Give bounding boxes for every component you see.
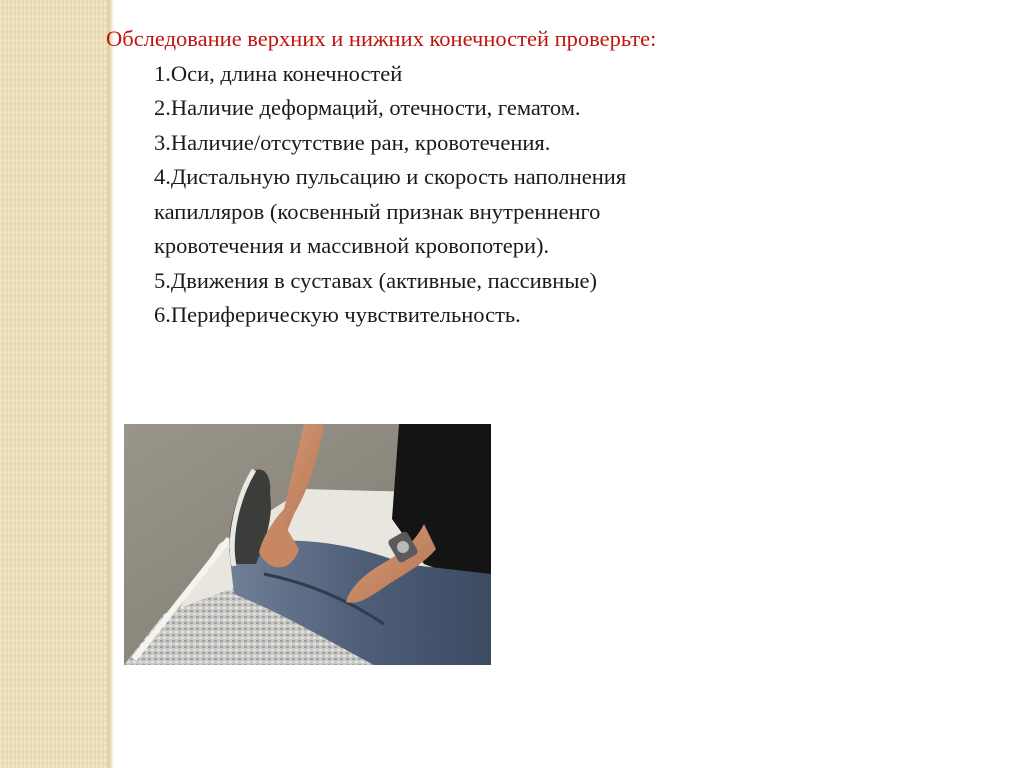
checklist-item-3: 3.Наличие/отсутствие ран, кровотечения. xyxy=(154,129,551,155)
checklist-item-4: 4.Дистальную пульсацию и скорость наполнения капилляров (косвенный признак внутренненго кровотечения и массивной кровопотери). xyxy=(154,164,627,258)
checklist-item-1: 1.Оси, длина конечностей xyxy=(154,60,403,86)
slide-heading: Обследование верхних и нижних конечностей проверьте: xyxy=(106,26,657,51)
checklist-item-5: 5.Движения в суставах (активные, пассивные) xyxy=(154,267,597,293)
decorative-side-strip xyxy=(0,0,108,768)
leg-examination-photo xyxy=(124,424,491,665)
checklist-item-6: 6.Периферическую чувствительность. xyxy=(154,302,521,327)
slide-text xyxy=(106,22,1006,333)
checklist xyxy=(106,57,1006,333)
checklist-item-2: 2.Наличие деформаций, отечности, гематом. xyxy=(154,95,581,120)
